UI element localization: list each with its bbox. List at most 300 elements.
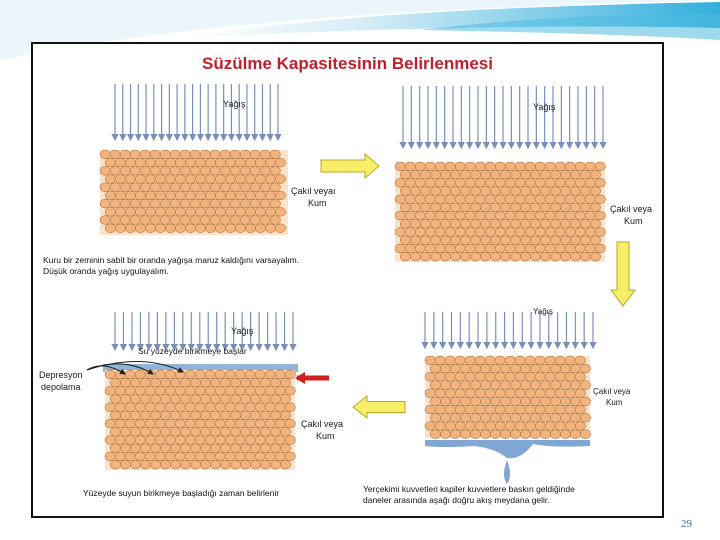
soil-q3-grain xyxy=(245,403,255,412)
soil-q3-grain xyxy=(225,436,235,445)
soil-q2-grain xyxy=(585,228,595,237)
soil-q1-grain xyxy=(150,183,160,192)
soil-q3-grain xyxy=(105,452,115,461)
soil-q2-grain xyxy=(425,211,435,220)
soil-q3-grain xyxy=(110,411,120,420)
soil-q3-grain xyxy=(255,386,265,395)
soil-q2-grain xyxy=(590,219,600,228)
soil-q3-grain xyxy=(230,460,240,469)
soil-q4-grain xyxy=(580,430,590,439)
soil-q2-grain xyxy=(530,252,540,261)
soil-q2-grain xyxy=(470,236,480,245)
soil-q1-grain xyxy=(225,207,235,216)
soil-q2-grain xyxy=(500,170,510,179)
soil-q4-grain xyxy=(495,405,505,414)
soil-q2-grain xyxy=(495,178,505,187)
soil-q3-grain xyxy=(255,436,265,445)
soil-q4-grain xyxy=(575,422,585,431)
soil-q2-grain xyxy=(445,211,455,220)
soil-q2-grain xyxy=(420,203,430,212)
soil-q1-grain xyxy=(230,199,240,208)
soil-q1-grain xyxy=(195,191,205,200)
soil-q3-grain xyxy=(270,411,280,420)
soil-q1-grain xyxy=(190,166,200,175)
soil-q2-grain xyxy=(420,252,430,261)
soil-q3-grain xyxy=(115,419,125,428)
soil-q4-grain xyxy=(500,430,510,439)
soil-q3-grain xyxy=(260,427,270,436)
soil-q2-grain xyxy=(570,219,580,228)
soil-q2-grain xyxy=(480,203,490,212)
soil-q2-grain xyxy=(505,195,515,204)
soil-q3-grain xyxy=(170,395,180,404)
soil-q2-grain xyxy=(530,187,540,196)
soil-q2-grain xyxy=(395,244,405,253)
soil-q2-grain xyxy=(595,195,605,204)
soil-q3-grain xyxy=(240,444,250,453)
soil-q2-grain xyxy=(465,195,475,204)
soil-q1-grain xyxy=(105,175,115,184)
soil-q2-grain xyxy=(455,178,465,187)
soil-q3-grain xyxy=(225,386,235,395)
rain-label-q3: Yağış xyxy=(231,326,254,336)
soil-q3-grain xyxy=(245,370,255,379)
soil-q4-grain xyxy=(500,364,510,373)
soil-q2-grain xyxy=(395,228,405,237)
soil-q3-grain xyxy=(235,436,245,445)
soil-q2-grain xyxy=(555,211,565,220)
soil-q3-grain xyxy=(235,386,245,395)
soil-q4-grain xyxy=(460,397,470,406)
soil-q3-grain xyxy=(125,419,135,428)
soil-q1-grain xyxy=(200,199,210,208)
soil-q2-grain xyxy=(440,187,450,196)
soil-q1-grain xyxy=(220,199,230,208)
soil-q1-grain xyxy=(235,224,245,233)
soil-q3-grain xyxy=(200,411,210,420)
soil-q1-grain xyxy=(135,207,145,216)
soil-q3-grain xyxy=(200,427,210,436)
soil-q3-grain xyxy=(240,395,250,404)
soil-q2-grain xyxy=(560,236,570,245)
soil-q2-grain xyxy=(435,195,445,204)
soil-q4-grain xyxy=(470,413,480,422)
soil-q4-grain xyxy=(430,413,440,422)
soil-q4-grain xyxy=(485,389,495,398)
soil-q2-grain xyxy=(585,195,595,204)
soil-q2-grain xyxy=(565,228,575,237)
soil-q4-grain xyxy=(450,413,460,422)
soil-q3-grain xyxy=(270,460,280,469)
soil-q2-grain xyxy=(595,178,605,187)
soil-q1-grain xyxy=(185,175,195,184)
soil-q2-grain xyxy=(490,203,500,212)
soil-q1-grain xyxy=(275,207,285,216)
flow-arrow-down xyxy=(611,242,635,306)
soil-q1-grain xyxy=(245,175,255,184)
soil-q3-grain xyxy=(260,395,270,404)
soil-q1-grain xyxy=(205,158,215,167)
soil-q3-grain xyxy=(130,460,140,469)
soil-q2-grain xyxy=(520,187,530,196)
soil-q1-grain xyxy=(230,216,240,225)
diagram-panel xyxy=(31,42,664,518)
soil-q2-grain xyxy=(575,244,585,253)
soil-q2-grain xyxy=(485,195,495,204)
soil-q4-grain xyxy=(450,430,460,439)
soil-label-q1-line1: Çakıl veyaı xyxy=(291,186,336,196)
soil-q1-grain xyxy=(235,207,245,216)
soil-q3-grain xyxy=(130,411,140,420)
soil-q4-grain xyxy=(570,430,580,439)
soil-q3-grain xyxy=(110,427,120,436)
soil-q3-grain xyxy=(270,444,280,453)
soil-q4-grain xyxy=(580,413,590,422)
soil-q2-grain xyxy=(595,228,605,237)
soil-q4-grain xyxy=(490,397,500,406)
soil-q3-grain xyxy=(165,436,175,445)
soil-q1-grain xyxy=(265,224,275,233)
soil-q2-grain xyxy=(595,244,605,253)
soil-q2-grain xyxy=(590,236,600,245)
soil-q4-grain xyxy=(580,381,590,390)
soil-q2-grain xyxy=(535,228,545,237)
soil-q1-grain xyxy=(120,166,130,175)
soil-q2-grain xyxy=(495,211,505,220)
soil-q2-grain xyxy=(475,195,485,204)
soil-q2-grain xyxy=(460,187,470,196)
soil-q2-grain xyxy=(435,244,445,253)
soil-q3-grain xyxy=(185,452,195,461)
soil-q1-grain xyxy=(260,199,270,208)
soil-q2-grain xyxy=(490,219,500,228)
soil-q3-grain xyxy=(245,419,255,428)
soil-q2-grain xyxy=(500,187,510,196)
soil-q4-grain xyxy=(570,413,580,422)
soil-q4-grain xyxy=(460,364,470,373)
soil-q2-grain xyxy=(540,203,550,212)
soil-q4-grain xyxy=(560,397,570,406)
soil-q1-grain xyxy=(105,224,115,233)
soil-q1-grain xyxy=(130,183,140,192)
soil-q2-grain xyxy=(405,195,415,204)
soil-q3-grain xyxy=(185,386,195,395)
soil-q3-grain xyxy=(160,460,170,469)
soil-q2-grain xyxy=(475,244,485,253)
soil-q2-grain xyxy=(405,244,415,253)
soil-q2-grain xyxy=(420,219,430,228)
soil-q2-grain xyxy=(475,228,485,237)
soil-q1-grain xyxy=(225,158,235,167)
soil-q2-grain xyxy=(455,211,465,220)
soil-q1-grain xyxy=(140,166,150,175)
soil-q2-grain xyxy=(475,211,485,220)
caption-step1-line1: Kuru bir zeminin sabit bir oranda yağışa maruz kaldığını varsayalım. xyxy=(43,255,300,265)
soil-q1-grain xyxy=(225,175,235,184)
soil-q4-grain xyxy=(525,356,535,365)
soil-q3-grain xyxy=(185,370,195,379)
soil-q1-grain xyxy=(135,175,145,184)
soil-q1-grain xyxy=(275,224,285,233)
soil-q2-grain xyxy=(520,203,530,212)
soil-q3-grain xyxy=(215,386,225,395)
soil-q1-grain xyxy=(250,150,260,159)
soil-q2-grain xyxy=(555,244,565,253)
soil-q4-grain xyxy=(500,381,510,390)
soil-q2-grain xyxy=(480,252,490,261)
soil-q3-grain xyxy=(170,378,180,387)
soil-q4-grain xyxy=(555,372,565,381)
caption-step4: Yüzeyde suyun birikmeye başladığı zaman belirlenir xyxy=(83,488,280,498)
soil-q3-grain xyxy=(285,436,295,445)
soil-q2-grain xyxy=(415,178,425,187)
soil-q3-grain xyxy=(140,395,150,404)
soil-q1-grain xyxy=(265,207,275,216)
soil-q2-grain xyxy=(410,170,420,179)
soil-q3-grain xyxy=(150,427,160,436)
soil-q4-grain xyxy=(425,422,435,431)
soil-q2-grain xyxy=(510,252,520,261)
soil-q2-grain xyxy=(570,203,580,212)
soil-q3-grain xyxy=(230,378,240,387)
soil-q2-grain xyxy=(400,219,410,228)
soil-q3-grain xyxy=(145,419,155,428)
soil-q1-grain xyxy=(255,207,265,216)
infiltrating-water xyxy=(425,440,590,458)
soil-q3-grain xyxy=(230,444,240,453)
soil-q3-grain xyxy=(175,436,185,445)
soil-q4-grain xyxy=(545,405,555,414)
soil-q4-grain xyxy=(460,430,470,439)
diagram-title: Süzülme Kapasitesinin Belirlenmesi xyxy=(202,54,493,73)
soil-q1-grain xyxy=(100,199,110,208)
soil-q3-grain xyxy=(205,386,215,395)
soil-q3-grain xyxy=(105,370,115,379)
soil-q3-grain xyxy=(250,460,260,469)
soil-q4-grain xyxy=(470,430,480,439)
soil-q2-grain xyxy=(505,162,515,171)
soil-q1-grain xyxy=(245,207,255,216)
soil-q4-grain xyxy=(530,364,540,373)
soil-q2-grain xyxy=(550,187,560,196)
soil-q3-grain xyxy=(135,452,145,461)
soil-q2-grain xyxy=(425,195,435,204)
soil-q1-grain xyxy=(105,158,115,167)
soil-q2-grain xyxy=(445,228,455,237)
soil-q2-grain xyxy=(575,211,585,220)
soil-q2-grain xyxy=(445,244,455,253)
soil-q3-grain xyxy=(160,378,170,387)
soil-q4-grain xyxy=(510,397,520,406)
soil-q2-grain xyxy=(435,178,445,187)
soil-q2-grain xyxy=(420,236,430,245)
soil-q3-grain xyxy=(210,411,220,420)
soil-q3-grain xyxy=(195,419,205,428)
soil-q1-grain xyxy=(255,191,265,200)
soil-q2-grain xyxy=(470,219,480,228)
soil-q1-grain xyxy=(240,166,250,175)
soil-q3-grain xyxy=(195,370,205,379)
soil-q4-grain xyxy=(580,364,590,373)
soil-q3-grain xyxy=(240,460,250,469)
soil-q3-grain xyxy=(165,370,175,379)
soil-q1-grain xyxy=(190,216,200,225)
soil-q4-grain xyxy=(485,356,495,365)
soil-q4-grain xyxy=(525,422,535,431)
soil-q2-grain xyxy=(395,162,405,171)
soil-q2-grain xyxy=(420,170,430,179)
soil-q3-grain xyxy=(235,370,245,379)
soil-q1-grain xyxy=(210,166,220,175)
soil-q4-grain xyxy=(580,397,590,406)
soil-q1-grain xyxy=(210,216,220,225)
soil-q2-grain xyxy=(500,252,510,261)
soil-q4-grain xyxy=(445,372,455,381)
soil-q2-grain xyxy=(525,228,535,237)
soil-q3-grain xyxy=(165,452,175,461)
soil-q4-grain xyxy=(560,413,570,422)
soil-q2-grain xyxy=(465,178,475,187)
soil-q1-grain xyxy=(100,183,110,192)
soil-q1-grain xyxy=(110,216,120,225)
soil-q2-grain xyxy=(400,236,410,245)
soil-q3-grain xyxy=(125,403,135,412)
soil-q1-grain xyxy=(120,150,130,159)
soil-q3-grain xyxy=(265,370,275,379)
soil-q3-grain xyxy=(115,452,125,461)
soil-q2-grain xyxy=(450,203,460,212)
soil-q2-grain xyxy=(430,203,440,212)
soil-q2-grain xyxy=(450,252,460,261)
soil-q1-grain xyxy=(180,199,190,208)
soil-q1-grain xyxy=(160,166,170,175)
soil-q4-grain xyxy=(535,372,545,381)
soil-q3-grain xyxy=(270,427,280,436)
soil-q2-grain xyxy=(510,219,520,228)
soil-q3-grain xyxy=(245,452,255,461)
soil-q2-grain xyxy=(470,170,480,179)
soil-q3-grain xyxy=(205,403,215,412)
soil-q2-grain xyxy=(465,228,475,237)
soil-q3-grain xyxy=(250,411,260,420)
soil-q1-grain xyxy=(205,191,215,200)
soil-q3-grain xyxy=(255,403,265,412)
soil-q3-grain xyxy=(160,444,170,453)
soil-q4-grain xyxy=(425,405,435,414)
soil-q3-grain xyxy=(210,427,220,436)
soil-q3-grain xyxy=(280,444,290,453)
soil-q1-grain xyxy=(105,191,115,200)
soil-q1-grain xyxy=(125,175,135,184)
soil-q1-grain xyxy=(120,183,130,192)
soil-q3-grain xyxy=(270,395,280,404)
soil-q1-grain xyxy=(260,216,270,225)
soil-q3-grain xyxy=(180,444,190,453)
soil-q4-grain xyxy=(490,364,500,373)
soil-q2-grain xyxy=(565,244,575,253)
soil-q2-grain xyxy=(395,178,405,187)
soil-q1-grain xyxy=(230,166,240,175)
soil-q3-grain xyxy=(120,395,130,404)
soil-q1-grain xyxy=(120,199,130,208)
soil-q4-grain xyxy=(430,397,440,406)
soil-q2-grain xyxy=(405,228,415,237)
soil-q2-grain xyxy=(590,170,600,179)
soil-q3-grain xyxy=(175,452,185,461)
soil-q2-grain xyxy=(440,203,450,212)
soil-q4-grain xyxy=(530,413,540,422)
soil-q3-grain xyxy=(245,436,255,445)
soil-q3-grain xyxy=(200,460,210,469)
soil-q2-grain xyxy=(445,178,455,187)
soil-q3-grain xyxy=(265,403,275,412)
soil-q2-grain xyxy=(530,236,540,245)
soil-q4-grain xyxy=(440,413,450,422)
soil-q3-grain xyxy=(170,427,180,436)
soil-q3-grain xyxy=(120,411,130,420)
soil-q2-grain xyxy=(430,236,440,245)
soil-q3-grain xyxy=(280,411,290,420)
soil-label-q1-line2: Kum xyxy=(308,198,327,208)
soil-q1-grain xyxy=(140,199,150,208)
soil-q2-grain xyxy=(475,178,485,187)
soil-q2-grain xyxy=(480,187,490,196)
soil-q1-grain xyxy=(200,216,210,225)
soil-q2-grain xyxy=(410,187,420,196)
soil-q2-grain xyxy=(470,187,480,196)
soil-q3-grain xyxy=(120,378,130,387)
soil-q1-grain xyxy=(210,183,220,192)
soil-q4-grain xyxy=(555,422,565,431)
soil-q4-grain xyxy=(490,430,500,439)
soil-q4-grain xyxy=(465,356,475,365)
soil-q4-grain xyxy=(480,413,490,422)
soil-q1-grain xyxy=(220,216,230,225)
soil-q2-grain xyxy=(585,211,595,220)
soil-q1-grain xyxy=(235,158,245,167)
soil-q4-grain xyxy=(450,364,460,373)
soil-q2-grain xyxy=(490,252,500,261)
soil-q3-grain xyxy=(110,460,120,469)
soil-q3-grain xyxy=(160,395,170,404)
soil-q3-grain xyxy=(200,444,210,453)
soil-q4-grain xyxy=(560,364,570,373)
soil-q3-grain xyxy=(140,411,150,420)
soil-q3-grain xyxy=(260,460,270,469)
soil-q1-grain xyxy=(115,175,125,184)
soil-q2-grain xyxy=(535,162,545,171)
soil-q4-grain xyxy=(430,364,440,373)
soil-q2-grain xyxy=(425,178,435,187)
soil-q2-grain xyxy=(545,178,555,187)
soil-q1-grain xyxy=(160,199,170,208)
soil-q3-grain xyxy=(170,444,180,453)
soil-q3-grain xyxy=(145,370,155,379)
soil-q4-grain xyxy=(575,405,585,414)
soil-q1-grain xyxy=(155,207,165,216)
soil-q4-grain xyxy=(575,372,585,381)
soil-q4-grain xyxy=(455,372,465,381)
soil-q3-grain xyxy=(220,460,230,469)
rain-label-q1: Yağış xyxy=(223,99,246,109)
soil-q1-grain xyxy=(100,150,110,159)
soil-q4-grain xyxy=(570,397,580,406)
soil-label-q4-line2: Kum xyxy=(606,398,623,407)
soil-q2-grain xyxy=(575,228,585,237)
soil-q3-grain xyxy=(120,460,130,469)
soil-q4-grain xyxy=(440,364,450,373)
soil-q4-grain xyxy=(535,422,545,431)
